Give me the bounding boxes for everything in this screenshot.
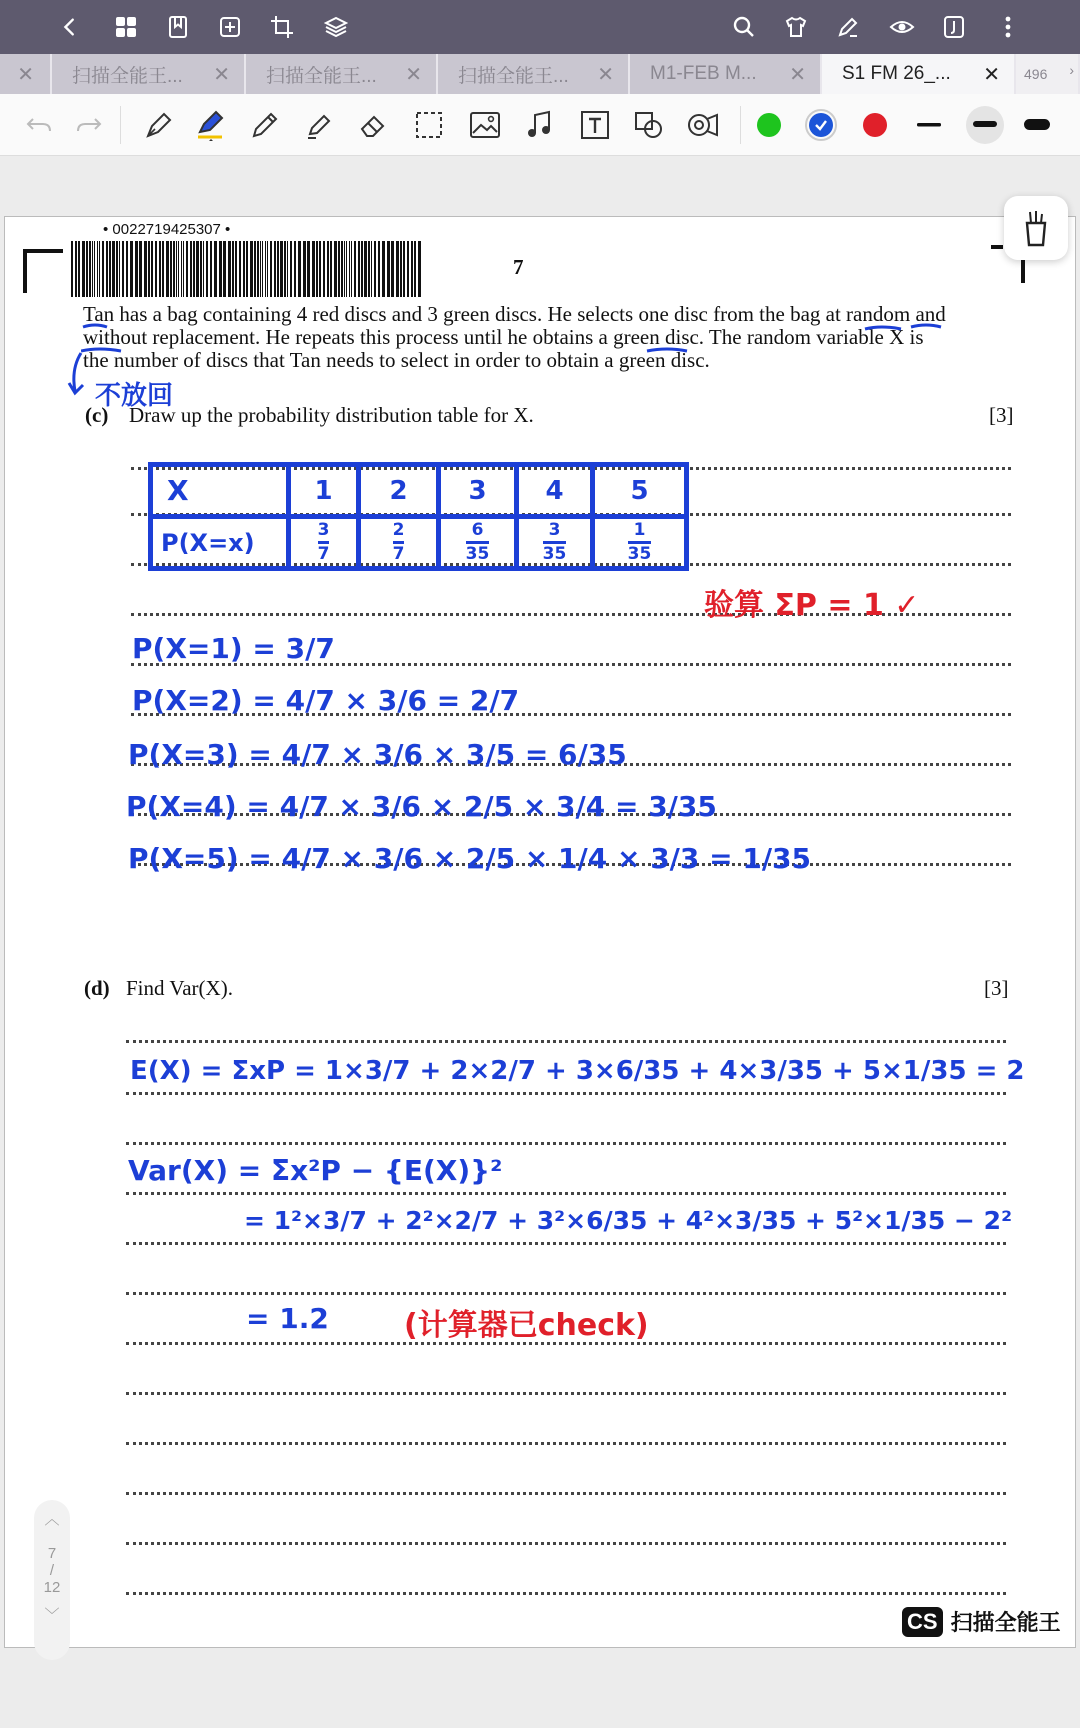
ballpoint-pen-icon[interactable]	[194, 108, 228, 142]
tab-partial[interactable]	[0, 54, 52, 94]
part-d-question: Find Var(X).	[126, 976, 233, 1000]
work-line: P(X=1) = 3/7	[132, 632, 335, 665]
work-line: P(X=2) = 4/7 × 3/6 = 2/7	[132, 684, 520, 717]
highlighter-icon[interactable]	[302, 108, 336, 142]
answer-line	[126, 1092, 1006, 1095]
no-replacement-note: 不放回	[95, 381, 174, 411]
table-row	[151, 465, 687, 517]
tab-label: M1-FEB M...	[650, 63, 757, 84]
corner-mark	[21, 247, 65, 295]
drawing-toolbar	[0, 94, 1080, 156]
page-navigator[interactable]	[34, 1500, 70, 1660]
image-icon[interactable]	[468, 108, 502, 142]
table-cell: $\frac{1}{35}$	[593, 517, 687, 569]
panel-icon[interactable]	[936, 9, 972, 45]
variance-substitution-line: = 1²×3/7 + 2²×2/7 + 3²×6/35 + 4²×3/35 + 5²×1/35 − 2²	[244, 1206, 1013, 1235]
barcode-image	[71, 241, 425, 299]
eye-icon[interactable]	[884, 9, 920, 45]
tab-document[interactable]	[438, 54, 630, 94]
eraser-icon[interactable]	[356, 108, 390, 142]
search-icon[interactable]	[726, 9, 762, 45]
answer-line	[126, 1242, 1006, 1245]
fountain-pen-icon[interactable]	[142, 108, 176, 142]
chevron-right-icon: ›	[1069, 62, 1074, 78]
more-icon[interactable]	[990, 9, 1026, 45]
stroke-thin-option[interactable]	[912, 108, 946, 142]
toolbar-divider	[740, 106, 741, 144]
watermark-text: 扫描全能王	[950, 1610, 1061, 1635]
close-icon[interactable]: ✕	[17, 64, 34, 86]
question-line: without replacement. He repeats this process until he obtains a green disc. The random variable X is	[83, 325, 924, 349]
current-page: 7	[47, 1545, 57, 1562]
question-line: Tan has a bag containing 4 red discs and 3 green discs. He selects one disc from the bag at random and	[83, 302, 946, 326]
answer-line	[126, 1040, 1006, 1043]
redo-icon[interactable]	[72, 108, 106, 142]
total-pages: 12	[43, 1579, 61, 1596]
color-red-swatch[interactable]	[858, 108, 892, 142]
audio-icon[interactable]	[522, 108, 556, 142]
add-page-icon[interactable]	[212, 9, 248, 45]
expectation-line: E(X) = ΣxP = 1×3/7 + 2×2/7 + 3×6/35 + 4×3/35 + 5×1/35 = 2	[130, 1056, 1025, 1086]
scanner-watermark	[902, 1606, 1061, 1637]
answer-line	[126, 1142, 1006, 1145]
variance-formula-line: Var(X) = Σx²P − {E(X)}²	[128, 1154, 503, 1187]
answer-line	[126, 1292, 1006, 1295]
tape-icon[interactable]	[686, 108, 720, 142]
answer-line	[126, 1392, 1006, 1395]
tab-document[interactable]	[52, 54, 246, 94]
lasso-select-icon[interactable]	[412, 108, 446, 142]
close-icon[interactable]: ✕	[405, 64, 422, 86]
table-header-x: X	[151, 465, 289, 517]
stroke-thick-option[interactable]	[1020, 108, 1054, 142]
tab-count[interactable]	[1016, 54, 1080, 94]
stroke-medium-option[interactable]	[966, 106, 1004, 144]
pen-holder-button[interactable]	[1004, 196, 1068, 260]
tab-document[interactable]	[630, 54, 822, 94]
calculator-check-note: (计算器已check)	[404, 1308, 649, 1343]
probability-distribution-table	[148, 462, 689, 571]
ink-underlines	[81, 321, 981, 381]
page-number: 7	[513, 255, 524, 279]
answer-line	[126, 1492, 1006, 1495]
tab-count-label: 496	[1024, 66, 1048, 82]
canvas-background	[0, 156, 1080, 216]
close-icon[interactable]: ✕	[213, 64, 230, 86]
page-separator: /	[49, 1562, 55, 1579]
app-top-bar	[0, 0, 1080, 54]
undo-icon[interactable]	[22, 108, 56, 142]
table-cell: 1	[289, 465, 359, 517]
part-c-question: Draw up the probability distribution table for X.	[129, 403, 534, 427]
table-header-p: P(X=x)	[151, 517, 289, 569]
variance-result-line: = 1.2	[246, 1302, 329, 1335]
part-c-marks: [3]	[989, 403, 1014, 427]
tab-label: 扫描全能王...	[458, 65, 569, 87]
close-icon[interactable]: ✕	[983, 64, 1000, 86]
work-line: P(X=3) = 4/7 × 3/6 × 3/5 = 6/35	[128, 738, 627, 771]
color-green-swatch[interactable]	[752, 108, 786, 142]
table-cell: 2	[359, 465, 439, 517]
part-d-label: (d)	[84, 976, 110, 1000]
table-cell: 3	[439, 465, 517, 517]
tab-active-document[interactable]	[822, 54, 1016, 94]
answer-line	[126, 1592, 1006, 1595]
table-cell: 4	[517, 465, 593, 517]
toolbar-divider	[120, 106, 121, 144]
table-cell: $\frac{6}{35}$	[439, 517, 517, 569]
back-icon[interactable]	[52, 9, 88, 45]
chevron-down-icon[interactable]: ﹀	[44, 1607, 60, 1624]
answer-line	[126, 1542, 1006, 1545]
grid-icon[interactable]	[108, 9, 144, 45]
work-line: P(X=4) = 4/7 × 3/6 × 2/5 × 3/4 = 3/35	[126, 790, 717, 823]
close-icon[interactable]: ✕	[789, 64, 806, 86]
table-row	[151, 517, 687, 569]
pencil-icon[interactable]	[248, 108, 282, 142]
close-icon[interactable]: ✕	[597, 64, 614, 86]
table-cell: $\frac{2}{7}$	[359, 517, 439, 569]
table-cell: $\frac{3}{35}$	[517, 517, 593, 569]
document-page	[4, 216, 1076, 1648]
cs-logo: CS	[902, 1607, 943, 1637]
tab-label: 扫描全能王...	[72, 65, 183, 87]
part-c-label: (c)	[85, 403, 109, 427]
tab-bar	[0, 54, 1080, 94]
tab-document[interactable]	[246, 54, 438, 94]
answer-line	[126, 1442, 1006, 1445]
layers-icon[interactable]	[318, 9, 354, 45]
chevron-up-icon[interactable]: ︿	[44, 1511, 60, 1528]
sum-check-note: 验算 ΣP = 1 ✓	[704, 588, 920, 623]
pen-edit-icon[interactable]	[830, 9, 866, 45]
question-line: the number of discs that Tan needs to select in order to obtain a green disc.	[83, 348, 710, 372]
barcode-number: • 0022719425307 •	[103, 221, 231, 238]
tab-label: 扫描全能王...	[266, 65, 377, 87]
bookmark-icon[interactable]	[160, 9, 196, 45]
tab-label: S1 FM 26_...	[842, 63, 951, 84]
crop-icon[interactable]	[264, 9, 300, 45]
table-cell: $\frac{3}{7}$	[289, 517, 359, 569]
text-box-icon[interactable]	[578, 108, 612, 142]
part-d-marks: [3]	[984, 976, 1009, 1000]
pen-holder-icon	[1021, 209, 1051, 247]
shirt-icon[interactable]	[778, 9, 814, 45]
table-cell: 5	[593, 465, 687, 517]
shapes-icon[interactable]	[632, 108, 666, 142]
color-blue-swatch[interactable]	[804, 108, 838, 142]
work-line: P(X=5) = 4/7 × 3/6 × 2/5 × 1/4 × 3/3 = 1/35	[128, 842, 812, 875]
answer-line	[126, 1192, 1006, 1195]
